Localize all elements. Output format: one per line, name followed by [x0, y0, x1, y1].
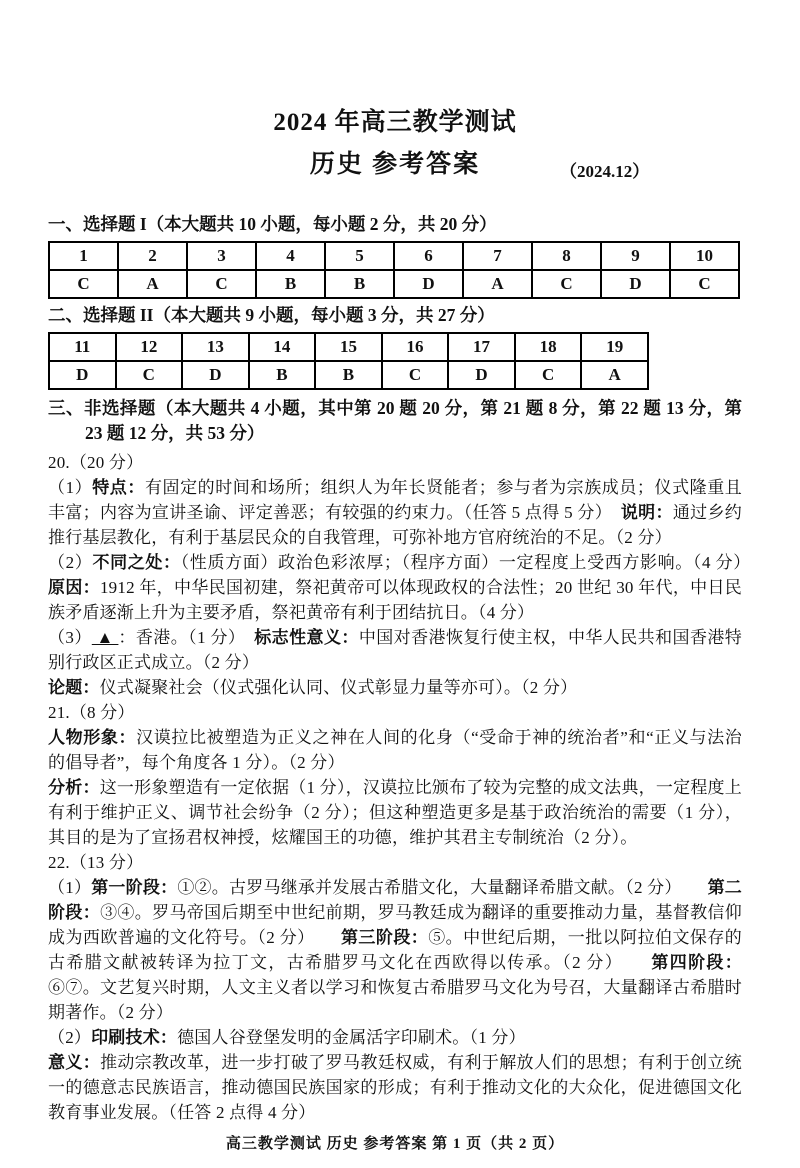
- answer-paragraph: [48, 700, 742, 725]
- question-number-cell: 1: [49, 242, 118, 270]
- answer-text: （2）: [48, 553, 93, 572]
- answer-text: ⑥⑦。文艺复兴时期，人文主义者以学习和恢复古希腊罗马文化为号召，大量翻译古希腊时期著作。（2 分）: [48, 978, 742, 1022]
- page-title: 2024 年高三教学测试: [273, 109, 517, 136]
- question-number-cell: 14: [249, 333, 316, 361]
- answer-label: 第三阶段：: [340, 928, 429, 947]
- question-number-cell: 10: [670, 242, 739, 270]
- question-number-cell: 16: [382, 333, 449, 361]
- question-number-cell: 9: [601, 242, 670, 270]
- answer-row: [49, 270, 739, 298]
- answer-paragraph: [48, 850, 742, 875]
- answer-cell: D: [49, 361, 116, 389]
- answer-text: 通过乡约推行基层教化，有利于基层民众的自我管理，可弥补地方官府统治的不足。（2 分）: [48, 503, 742, 547]
- answer-text: （2）: [48, 1028, 92, 1047]
- answer-label: 标志性意义：: [254, 628, 359, 647]
- answer-paragraph: [48, 875, 742, 1025]
- answer-cell: C: [532, 270, 601, 298]
- exam-date: （2024.12）: [560, 162, 650, 181]
- answer-label: ▲: [91, 628, 119, 647]
- answer-text: 中国对香港恢复行使主权，中华人民共和国香港特别行政区正式成立。（2 分）: [48, 628, 743, 672]
- answer-cell: B: [249, 361, 316, 389]
- answer-label: 分析：: [48, 778, 100, 797]
- answer-label: 人物形象：: [48, 728, 137, 747]
- answer-label: 意义：: [48, 1053, 101, 1072]
- answer-cell: C: [515, 361, 582, 389]
- answer-cell: C: [187, 270, 256, 298]
- answer-cell: D: [601, 270, 670, 298]
- question-number-cell: 19: [581, 333, 648, 361]
- question-number-row: [49, 242, 739, 270]
- answer-text: 推动宗教改革，进一步打破了罗马教廷权威，有利于解放人们的思想；有利于创立统一的德意志民族语言，推动德国民族国家的形成；有利于推动文化的大众化，促进德国文化教育事业发展。（任答 2 点得 4 分）: [48, 1053, 742, 1122]
- multiple-choice-table-1: [48, 241, 740, 299]
- answers-body: [48, 450, 760, 1125]
- answer-paragraph: [48, 1025, 742, 1050]
- question-number-cell: 7: [463, 242, 532, 270]
- question-number-cell: 17: [448, 333, 515, 361]
- answer-paragraph: [48, 475, 742, 550]
- answer-text: （3）: [48, 628, 92, 647]
- question-number-cell: 15: [315, 333, 382, 361]
- answer-cell: C: [670, 270, 739, 298]
- answer-text: 有固定的时间和场所；组织人为年长贤能者；参与者为宗族成员；仪式隆重且丰富；内容为宣讲圣谕、评定善恶；有较强的约束力。（任答 5 点得 5 分）: [48, 478, 742, 522]
- answer-label: 第四阶段：: [651, 953, 743, 972]
- question-number-cell: 3: [187, 242, 256, 270]
- question-number-cell: 12: [116, 333, 183, 361]
- question-number-cell: 5: [325, 242, 394, 270]
- answer-text: ③④。罗马帝国后期至中世纪前期，罗马教廷成为翻译的重要推动力量，基督教信仰成为西欧普遍的文化符号。（2 分）: [48, 903, 742, 947]
- answer-paragraph: [48, 550, 760, 625]
- answer-text: 21.（8 分）: [48, 703, 135, 722]
- multiple-choice-table-2: [48, 332, 649, 390]
- answer-text: ：香港。（1 分）: [118, 628, 255, 647]
- answer-text: 这一形象塑造有一定依据（1 分），汉谟拉比颁布了较为完整的成文法典，一定程度上有利于维护正义、调节社会纷争（2 分）；但这种塑造更多是基于政治统治的需要（1 分），其目的是为了宣扬君权神授，炫耀国王的功德，维护其君主专制统治（2 分）。: [48, 778, 742, 847]
- answer-label: 特点：: [92, 478, 145, 497]
- page-footer: 高三教学测试 历史 参考答案 第 1 页（共 2 页）: [225, 1136, 565, 1152]
- question-number-cell: 6: [394, 242, 463, 270]
- answer-text: 22.（13 分）: [48, 853, 144, 872]
- answer-cell: D: [182, 361, 249, 389]
- answer-cell: A: [463, 270, 532, 298]
- question-number-cell: 4: [256, 242, 325, 270]
- answer-label: 说明：: [620, 503, 673, 522]
- answer-text: ⑤。中世纪后期，一批以阿拉伯文保存的古希腊文献被转译为拉丁文，古希腊罗马文化在西欧得以传承。（2 分）: [48, 928, 742, 972]
- section1-heading: 一、选择题 I（本大题共 10 小题，每小题 2 分，共 20 分）: [48, 214, 497, 234]
- answer-label: 原因：: [48, 578, 100, 597]
- answer-text: （1）: [48, 478, 93, 497]
- section2-heading: 二、选择题 II（本大题共 9 小题，每小题 3 分，共 27 分）: [48, 305, 495, 325]
- answer-text: 20.（20 分）: [48, 453, 144, 472]
- answer-text: 汉谟拉比被塑造为正义之神在人间的化身（“受命于神的统治者”和“正义与法治的倡导者”，每个角度各 1 分）。（2 分）: [48, 728, 743, 772]
- answer-label: 不同之处：: [92, 553, 181, 572]
- answer-text: 1912 年，中华民国初建，祭祀黄帝可以体现政权的合法性；20 世纪 30 年代，中日民族矛盾逐渐上升为主要矛盾，祭祀黄帝有利于团结抗日。（4 分）: [48, 578, 742, 622]
- answer-text: 仪式凝聚社会（仪式强化认同、仪式彰显力量等亦可）。（2 分）: [99, 678, 578, 697]
- answer-row: [49, 361, 648, 389]
- question-number-cell: 8: [532, 242, 601, 270]
- section3-heading: 三、非选择题（本大题共 4 小题，其中第 20 题 20 分，第 21 题 8 分，第 22 题 13 分，第 23 题 12 分，共 53 分）: [48, 398, 742, 443]
- subtitle-row: [48, 148, 742, 182]
- answer-cell: C: [49, 270, 118, 298]
- answer-cell: C: [116, 361, 183, 389]
- answer-text: （性质方面）政治色彩浓厚；（程序方面）一定程度上受西方影响。（4 分）: [180, 553, 760, 572]
- answer-cell: B: [256, 270, 325, 298]
- answer-cell: A: [118, 270, 187, 298]
- question-number-cell: 13: [182, 333, 249, 361]
- answer-cell: C: [382, 361, 449, 389]
- question-number-cell: 18: [515, 333, 582, 361]
- answer-paragraph: [48, 675, 742, 700]
- question-number-cell: 11: [49, 333, 116, 361]
- question-number-row: [49, 333, 648, 361]
- answer-paragraph: [48, 450, 742, 475]
- answer-text: （1）: [48, 878, 92, 897]
- answer-cell: A: [581, 361, 648, 389]
- answer-label: 印刷技术：: [91, 1028, 178, 1047]
- answer-paragraph: [48, 1050, 742, 1125]
- answer-paragraph: [48, 725, 742, 775]
- answer-paragraph: [48, 775, 742, 850]
- answer-label: 第二阶段：: [48, 878, 742, 922]
- subject-subtitle: 历史 参考答案: [309, 151, 481, 178]
- answer-text: 德国人谷登堡发明的金属活字印刷术。（1 分）: [177, 1028, 526, 1047]
- answer-cell: D: [448, 361, 515, 389]
- question-number-cell: 2: [118, 242, 187, 270]
- answer-label: 第一阶段：: [91, 878, 178, 897]
- answer-cell: D: [394, 270, 463, 298]
- answer-label: 论题：: [48, 678, 100, 697]
- answer-paragraph: [48, 625, 742, 675]
- answer-text: ①②。古罗马继承并发展古希腊文化，大量翻译希腊文献。（2 分）: [177, 878, 708, 897]
- answer-cell: B: [315, 361, 382, 389]
- answer-cell: B: [325, 270, 394, 298]
